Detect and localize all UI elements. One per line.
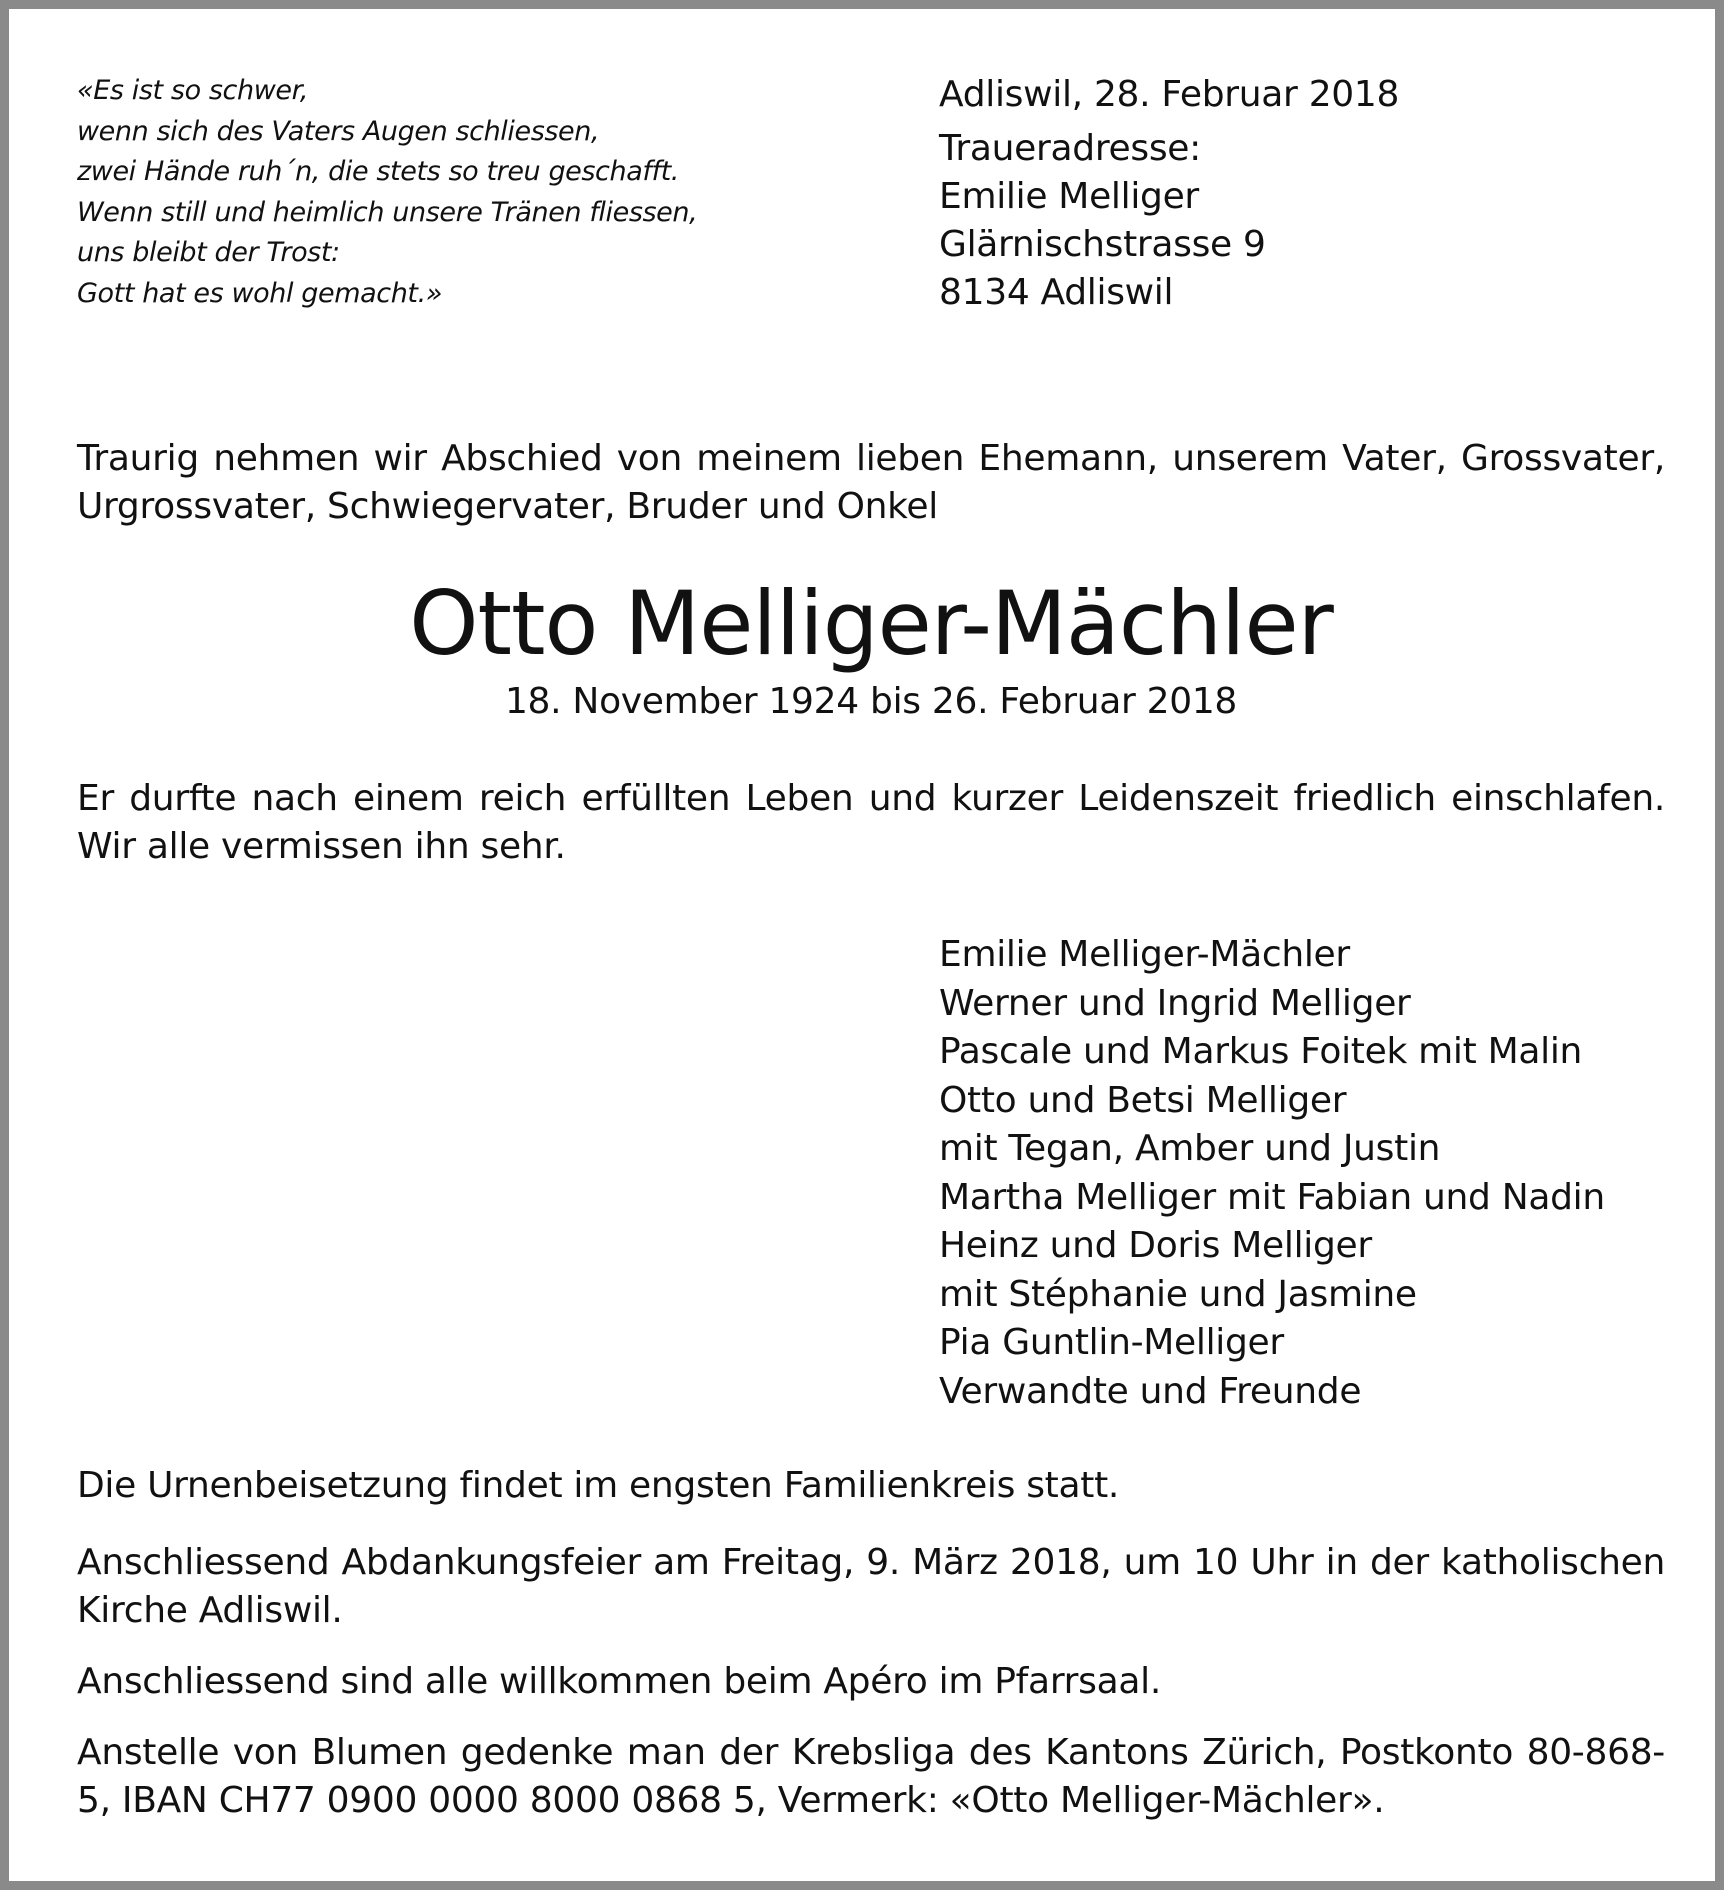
mourners-list	[939, 931, 1605, 1416]
mourner-entry: mit Stéphanie und Jasmine	[939, 1273, 1417, 1315]
mourner-entry: Werner und Ingrid Melliger	[939, 982, 1411, 1024]
mourner-entry: Heinz und Doris Melliger	[939, 1225, 1372, 1266]
lifespan-dates: 18. November 1924 bis 26. Februar 2018	[504, 681, 1238, 722]
statement-line-2: Wir alle vermissen ihn sehr.	[77, 826, 566, 867]
funeral-notices	[77, 1462, 1665, 1848]
poem-line: uns bleibt der Trost:	[77, 237, 340, 268]
mourner-entry: Pascale und Markus Foitek mit Malin	[939, 1031, 1583, 1072]
mourner-entry: Pia Guntlin-Melliger	[939, 1322, 1284, 1363]
address-line: 8134 Adliswil	[939, 272, 1174, 313]
address-line: Glärnischstrasse 9	[939, 224, 1266, 265]
poem-line: wenn sich des Vaters Augen schliessen,	[77, 115, 600, 147]
poem-line: Wenn still und heimlich unsere Tränen fliessen,	[77, 196, 698, 228]
address-label: Traueradresse:	[939, 128, 1201, 169]
burial-notice: Die Urnenbeisetzung findet im engsten Familienkreis statt.	[77, 1465, 1120, 1506]
mourner-entry: Emilie Melliger-Mächler	[939, 934, 1350, 975]
apero-notice: Anschliessend sind alle willkommen beim Apéro im Pfarrsaal.	[77, 1661, 1162, 1702]
mourner-entry: mit Tegan, Amber und Justin	[939, 1128, 1441, 1169]
statement-line-1: Er durfte nach einem reich erfüllten Leben und kurzer Leidenszeit friedlich einschlafen.	[77, 778, 1665, 819]
farewell-intro	[77, 435, 1665, 531]
place-date: Adliswil, 28. Februar 2018	[939, 74, 1400, 115]
poem-line: Gott hat es wohl gemacht.»	[77, 277, 443, 309]
poem-line: zwei Hände ruh´n, die stets so treu geschafft.	[77, 156, 679, 187]
poem-line: «Es ist so schwer,	[77, 75, 309, 106]
memorial-poem	[77, 71, 697, 314]
intro-line-2: Urgrossvater, Schwiegervater, Bruder und Onkel	[77, 486, 938, 527]
intro-line-1: Traurig nehmen wir Abschied von meinem lieben Ehemann, unserem Vater, Grossvater,	[77, 438, 1665, 479]
mourner-entry: Verwandte und Freunde	[939, 1370, 1362, 1412]
donation-notice: Anstelle von Blumen gedenke man der Krebsliga des Kantons Zürich, Postkonto 80-868-5, IBAN CH77 0900 0000 8000 0868 5, Vermerk: «Otto Melliger-Mächler».	[77, 1732, 1665, 1821]
mourner-entry: Otto und Betsi Melliger	[939, 1079, 1347, 1121]
passing-statement	[77, 775, 1665, 871]
deceased-name: Otto Melliger-Mächler	[409, 572, 1333, 675]
ceremony-notice: Anschliessend Abdankungsfeier am Freitag, 9. März 2018, um 10 Uhr in der katholischen Kirche Adliswil.	[77, 1542, 1665, 1631]
mourning-address-block	[939, 71, 1399, 317]
address-line: Emilie Melliger	[939, 176, 1199, 217]
mourner-entry: Martha Melliger mit Fabian und Nadin	[939, 1176, 1605, 1218]
